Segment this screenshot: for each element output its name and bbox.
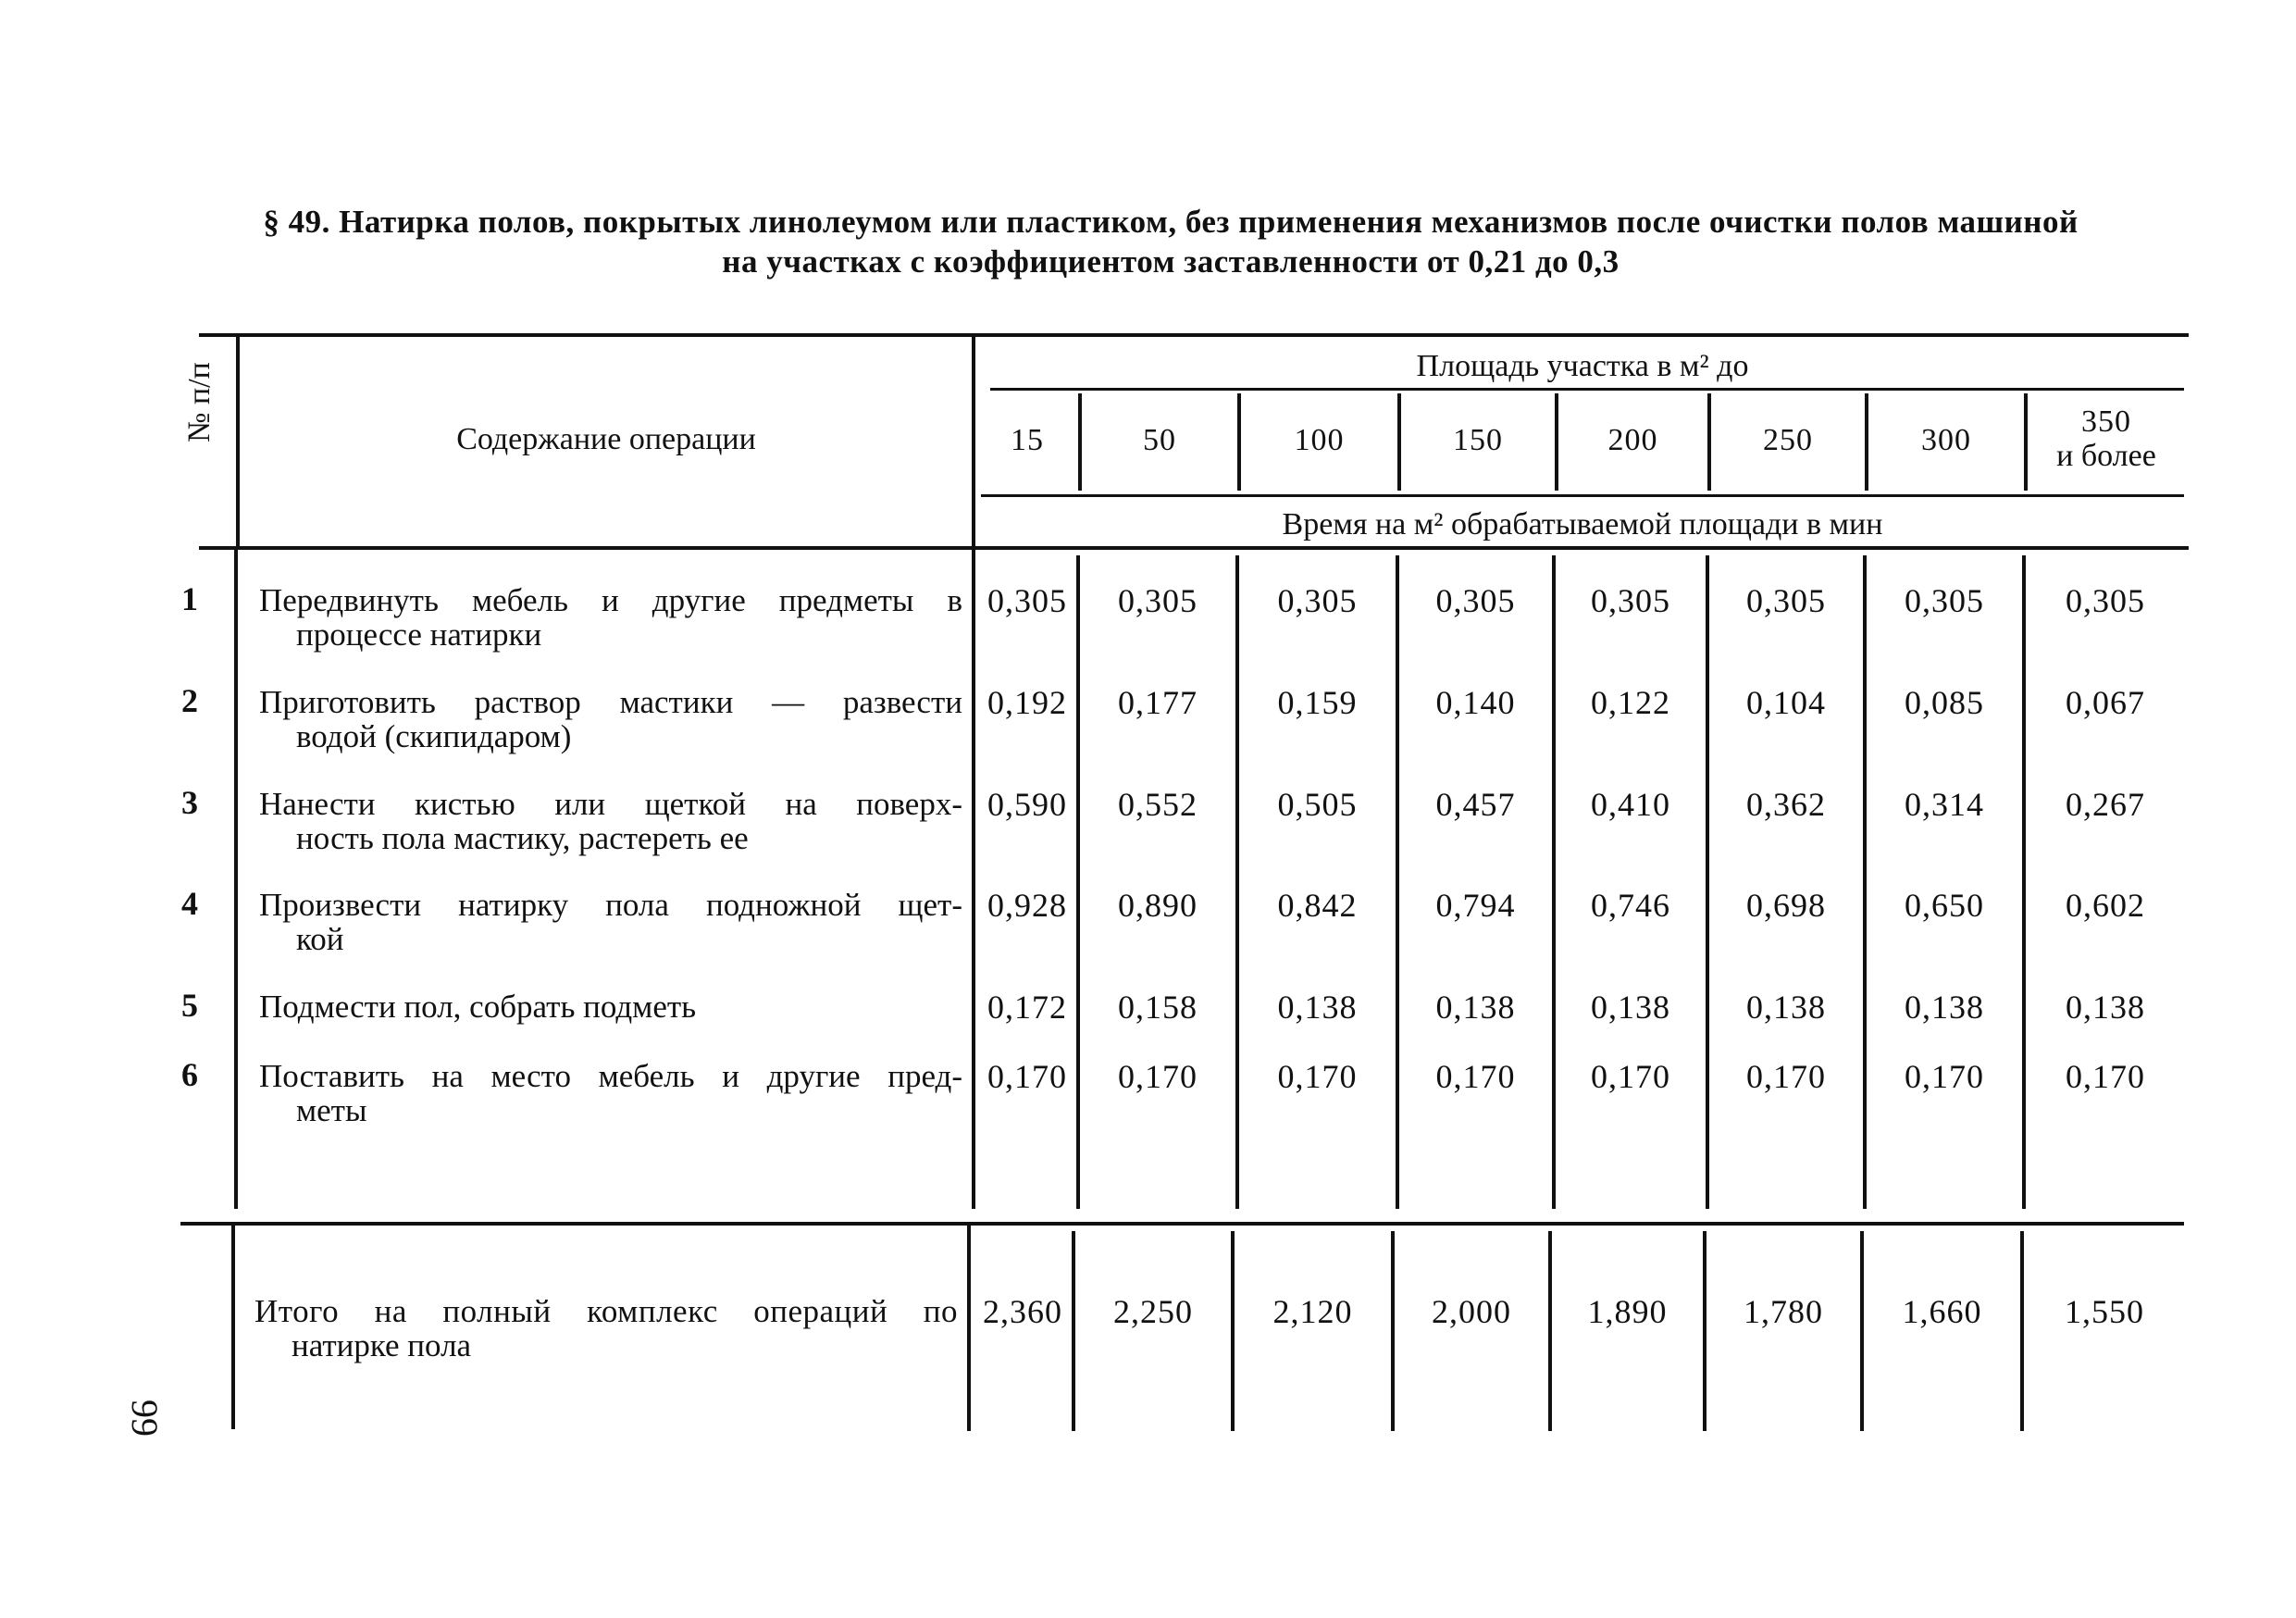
- row-3-number: 3: [181, 784, 198, 821]
- total-divider-5: [1703, 1231, 1706, 1431]
- row-5-value-250: 0,138: [1746, 989, 1826, 1026]
- body-divider-2: [1235, 555, 1239, 1209]
- area-col-15: 15: [1011, 423, 1044, 457]
- col-header-number: № п/п: [182, 362, 217, 442]
- body-divider-4: [1552, 555, 1556, 1209]
- section-title: [176, 202, 2166, 281]
- col-divider-operation-total: [967, 1226, 971, 1431]
- area-col-100: 100: [1294, 423, 1345, 457]
- row-1-value-100: 0,305: [1277, 582, 1358, 619]
- body-divider-1: [1076, 555, 1080, 1209]
- row-4-operation-line-1: Произвести натирку пола подножной щет-: [259, 887, 962, 923]
- row-5-operation: [259, 989, 962, 1024]
- row-2-value-300: 0,085: [1905, 684, 1984, 721]
- row-2-number: 2: [181, 682, 198, 719]
- row-6-value-300: 0,170: [1905, 1058, 1984, 1095]
- row-4-value-100: 0,842: [1277, 887, 1358, 924]
- page-number: 99: [124, 1400, 166, 1437]
- row-1-value-350: 0,305: [2066, 582, 2145, 619]
- row-6-value-350: 0,170: [2066, 1058, 2145, 1095]
- row-3-value-250: 0,362: [1746, 786, 1826, 823]
- row-1-value-250: 0,305: [1746, 582, 1826, 619]
- row-2-operation: [259, 685, 962, 753]
- row-4-value-300: 0,650: [1905, 887, 1984, 924]
- area-col-200: 200: [1607, 423, 1658, 457]
- row-5-value-150: 0,138: [1435, 989, 1516, 1026]
- row-3-value-100: 0,505: [1277, 786, 1358, 823]
- row-4-value-250: 0,698: [1746, 887, 1826, 924]
- row-1-value-200: 0,305: [1591, 582, 1670, 619]
- total-operation-line-2: натирке пола: [292, 1327, 472, 1363]
- col-divider-num: [236, 337, 240, 546]
- row-3-value-15: 0,590: [987, 786, 1067, 823]
- body-divider-3: [1396, 555, 1399, 1209]
- row-4-value-50: 0,890: [1118, 887, 1198, 924]
- row-1-operation-line-2: процессе натирки: [296, 616, 542, 653]
- section-title-line-1: § 49. Натирка полов, покрытых линолеумом или пластиком, без применения механизмов после очистки полов машиной: [263, 204, 2079, 240]
- total-value-350: 1,550: [2065, 1293, 2144, 1330]
- row-1-value-50: 0,305: [1118, 582, 1198, 619]
- row-3-operation: [259, 787, 962, 855]
- row-3-value-300: 0,314: [1905, 786, 1984, 823]
- area-col-350: 350: [2081, 404, 2131, 439]
- row-4-number: 4: [181, 885, 198, 922]
- row-6-number: 6: [181, 1056, 198, 1093]
- row-4-value-15: 0,928: [987, 887, 1067, 924]
- row-3-value-350: 0,267: [2066, 786, 2145, 823]
- row-5-value-100: 0,138: [1277, 989, 1358, 1026]
- total-divider-2: [1231, 1231, 1235, 1431]
- area-header-underline: [990, 388, 2184, 391]
- col-divider-operation: [972, 337, 975, 546]
- total-divider-3: [1391, 1231, 1395, 1431]
- total-value-50: 2,250: [1113, 1293, 1193, 1330]
- total-value-300: 1,660: [1902, 1293, 1982, 1330]
- row-3-operation-line-2: ность пола мастику, растереть ее: [296, 820, 749, 856]
- body-divider-6: [1863, 555, 1867, 1209]
- row-5-value-300: 0,138: [1905, 989, 1984, 1026]
- total-value-100: 2,120: [1272, 1293, 1353, 1330]
- col-header-operation: Содержание операции: [456, 422, 756, 456]
- area-col-300: 300: [1921, 423, 1971, 457]
- row-6-value-150: 0,170: [1435, 1058, 1516, 1095]
- body-divider-7: [2022, 555, 2026, 1209]
- body-divider-5: [1706, 555, 1709, 1209]
- total-divider-6: [1860, 1231, 1864, 1431]
- row-2-value-100: 0,159: [1277, 684, 1358, 721]
- row-4-value-350: 0,602: [2066, 887, 2145, 924]
- col-divider-operation-body: [972, 550, 975, 1209]
- time-unit-header: Время на м² обрабатываемой площади в мин: [1282, 507, 1883, 541]
- row-1-value-300: 0,305: [1905, 582, 1984, 619]
- row-6-value-200: 0,170: [1591, 1058, 1670, 1095]
- row-3-value-150: 0,457: [1435, 786, 1516, 823]
- area-col-350-suffix: и более: [2056, 439, 2156, 473]
- area-values-underline: [981, 494, 2184, 497]
- total-operation: [254, 1294, 958, 1363]
- row-2-operation-line-1: Приготовить раствор мастики — развести: [259, 684, 962, 720]
- row-5-value-350: 0,138: [2066, 989, 2145, 1026]
- row-1-value-150: 0,305: [1435, 582, 1516, 619]
- col-divider-num-total: [231, 1226, 235, 1429]
- total-separator-rule: [180, 1222, 2184, 1226]
- section-title-line-2: на участках с коэффициентом заставленности от 0,21 до 0,3: [722, 243, 1620, 280]
- total-divider-4: [1548, 1231, 1552, 1431]
- row-6-operation-line-1: Поставить на место мебель и другие пред-: [259, 1058, 962, 1094]
- row-6-value-50: 0,170: [1118, 1058, 1198, 1095]
- area-group-header: Площадь участка в м² до: [1416, 349, 1749, 383]
- row-2-value-15: 0,192: [987, 684, 1067, 721]
- row-2-value-350: 0,067: [2066, 684, 2145, 721]
- row-1-value-15: 0,305: [987, 582, 1067, 619]
- total-value-15: 2,360: [983, 1293, 1062, 1330]
- row-1-number: 1: [181, 580, 198, 617]
- col-divider-num-body: [234, 550, 238, 1209]
- row-2-value-50: 0,177: [1118, 684, 1198, 721]
- row-2-value-150: 0,140: [1435, 684, 1516, 721]
- row-1-operation-line-1: Передвинуть мебель и другие предметы в: [259, 582, 962, 618]
- total-value-200: 1,890: [1587, 1293, 1668, 1330]
- row-6-operation-line-2: меты: [296, 1092, 367, 1128]
- row-4-operation: [259, 888, 962, 956]
- area-col-50: 50: [1143, 423, 1176, 457]
- total-divider-7: [2020, 1231, 2024, 1431]
- row-6-value-250: 0,170: [1746, 1058, 1826, 1095]
- row-3-operation-line-1: Нанести кистью или щеткой на поверх-: [259, 786, 962, 822]
- row-3-value-200: 0,410: [1591, 786, 1670, 823]
- row-4-value-200: 0,746: [1591, 887, 1670, 924]
- row-2-value-200: 0,122: [1591, 684, 1670, 721]
- area-col-250: 250: [1763, 423, 1813, 457]
- row-4-operation-line-2: кой: [296, 921, 344, 957]
- total-operation-line-1: Итого на полный комплекс операций по: [254, 1293, 958, 1329]
- row-5-number: 5: [181, 987, 198, 1024]
- row-5-value-200: 0,138: [1591, 989, 1670, 1026]
- row-5-value-50: 0,158: [1118, 989, 1198, 1026]
- row-3-value-50: 0,552: [1118, 786, 1198, 823]
- total-divider-1: [1072, 1231, 1075, 1431]
- row-5-operation-line-1: Подмести пол, собрать подметь: [259, 989, 697, 1025]
- row-2-value-250: 0,104: [1746, 684, 1826, 721]
- row-6-value-100: 0,170: [1277, 1058, 1358, 1095]
- table-top-rule: [199, 333, 2189, 337]
- row-4-value-150: 0,794: [1435, 887, 1516, 924]
- area-col-150: 150: [1453, 423, 1503, 457]
- row-6-value-15: 0,170: [987, 1058, 1067, 1095]
- total-value-150: 2,000: [1432, 1293, 1511, 1330]
- row-1-operation: [259, 583, 962, 652]
- total-value-250: 1,780: [1744, 1293, 1823, 1330]
- row-2-operation-line-2: водой (скипидаром): [296, 718, 572, 754]
- row-6-operation: [259, 1059, 962, 1127]
- header-bottom-rule: [199, 546, 2189, 550]
- row-5-value-15: 0,172: [987, 989, 1067, 1026]
